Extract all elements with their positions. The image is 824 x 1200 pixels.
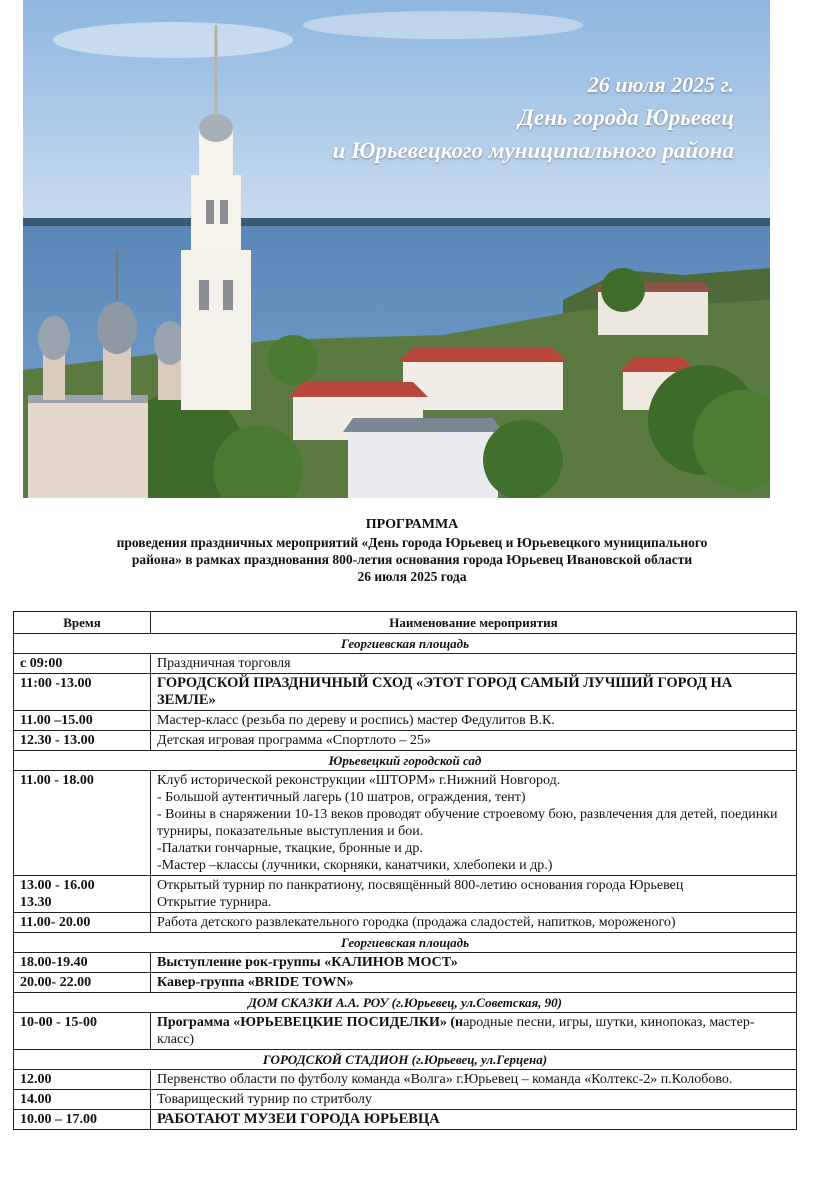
table-row <box>14 674 797 711</box>
section-row <box>14 751 797 771</box>
table-row <box>14 711 797 731</box>
row-event <box>151 1013 797 1050</box>
table-header-row <box>14 612 797 634</box>
table-row <box>14 1090 797 1110</box>
section-title: ДОМ СКАЗКИ А.А. РОУ (г.Юрьевец, ул.Советская, 90) <box>14 993 797 1013</box>
section-title: ГОРОДСКОЙ СТАДИОН (г.Юрьевец, ул.Герцена) <box>14 1050 797 1070</box>
row-time-start: 13.00 - 16.00 <box>20 878 95 893</box>
row-time: 11:00 -13.00 <box>14 674 151 711</box>
section-row <box>14 634 797 654</box>
event-line: - Воины в снаряжении 10-13 веков проводят обучение строевому бою, развлечения для детей, поединки турниры, показательные выступления и бои. <box>157 807 778 839</box>
row-event: ГОРОДСКОЙ ПРАЗДНИЧНЫЙ СХОД «ЭТОТ ГОРОД САМЫЙ ЛУЧШИЙ ГОРОД НА ЗЕМЛЕ» <box>151 674 797 711</box>
event-line: -Мастер –классы (лучники, скорняки, канатчики, хлебопеки и др.) <box>157 858 553 873</box>
section-row <box>14 993 797 1013</box>
row-time: 10-00 - 15-00 <box>14 1013 151 1050</box>
section-title: Георгиевская площадь <box>14 634 797 654</box>
row-time: 12.30 - 13.00 <box>14 731 151 751</box>
row-time: 14.00 <box>14 1090 151 1110</box>
table-row <box>14 731 797 751</box>
event-line: Клуб исторической реконструкции «ШТОРМ» г.Нижний Новгород. <box>157 773 561 788</box>
row-time: 10.00 – 17.00 <box>14 1110 151 1130</box>
event-line: Открытый турнир по панкратиону, посвящённый 800-летию основания города Юрьевец <box>157 878 684 893</box>
row-event: РАБОТАЮТ МУЗЕИ ГОРОДА ЮРЬЕВЦА <box>151 1110 797 1130</box>
section-title: Юрьевецкий городской сад <box>14 751 797 771</box>
program-title: ПРОГРАММА <box>365 517 459 532</box>
row-time: 11.00- 20.00 <box>14 913 151 933</box>
table-row <box>14 1110 797 1130</box>
row-event: Праздничная торговля <box>151 654 797 674</box>
event-line: Открытие турнира. <box>157 895 272 910</box>
program-table <box>13 611 797 1130</box>
table-row <box>14 654 797 674</box>
row-event: Мастер-класс (резьба по дереву и роспись) мастер Федулитов В.К. <box>151 711 797 731</box>
row-time: 11.00 - 18.00 <box>14 771 151 876</box>
section-row <box>14 1050 797 1070</box>
row-event: Товарищеский турнир по стритболу <box>151 1090 797 1110</box>
table-row <box>14 771 797 876</box>
header-time: Время <box>14 612 151 634</box>
header-event: Наименование мероприятия <box>151 612 797 634</box>
hero-caption <box>333 70 734 167</box>
program-date: 26 июля 2025 года <box>357 569 467 584</box>
section-title: Георгиевская площадь <box>14 933 797 953</box>
event-line: -Палатки гончарные, ткацкие, бронные и др. <box>157 841 423 856</box>
hero-photo <box>23 0 770 498</box>
row-event: Кавер-группа «BRIDE TOWN» <box>151 973 797 993</box>
row-time: 11.00 –15.00 <box>14 711 151 731</box>
table-row <box>14 913 797 933</box>
program-subtitle-line2: района» в рамках празднования 800-летия основания города Юрьевец Ивановской области <box>131 552 693 567</box>
program-heading <box>0 516 824 585</box>
table-row <box>14 1013 797 1050</box>
program-subtitle-line1: проведения праздничных мероприятий «День города Юрьевец и Юрьевецкого муниципального <box>116 535 708 550</box>
table-row <box>14 1070 797 1090</box>
row-time: 12.00 <box>14 1070 151 1090</box>
row-event <box>151 876 797 913</box>
hero-title-line1: День города Юрьевец <box>518 105 734 130</box>
row-event: Детская игровая программа «Спортлото – 25» <box>151 731 797 751</box>
row-time: 18.00-19.40 <box>14 953 151 973</box>
row-event: Выступление рок-группы «КАЛИНОВ МОСТ» <box>151 953 797 973</box>
hero-title-line2: и Юрьевецкого муниципального района <box>332 138 734 163</box>
event-rest: ародные песни, игры, шутки, кинопоказ, мастер-класс) <box>157 1015 755 1047</box>
table-row <box>14 953 797 973</box>
table-row <box>14 973 797 993</box>
row-event <box>151 771 797 876</box>
hero-date: 26 июля 2025 г. <box>587 72 734 97</box>
event-line: - Большой аутентичный лагерь (10 шатров, ограждения, тент) <box>157 790 526 805</box>
row-event: Работа детского развлекательного городка (продажа сладостей, напитков, мороженого) <box>151 913 797 933</box>
row-time-opening: 13.30 <box>20 895 52 910</box>
table-row <box>14 876 797 913</box>
event-bold-part: Программа «ЮРЬЕВЕЦКИЕ ПОСИДЕЛКИ» (н <box>157 1015 464 1030</box>
row-time: с 09:00 <box>14 654 151 674</box>
row-event: Первенство области по футболу команда «Волга» г.Юрьевец – команда «Колтекс-2» п.Колобово. <box>151 1070 797 1090</box>
section-row <box>14 933 797 953</box>
row-time: 20.00- 22.00 <box>14 973 151 993</box>
row-time <box>14 876 151 913</box>
